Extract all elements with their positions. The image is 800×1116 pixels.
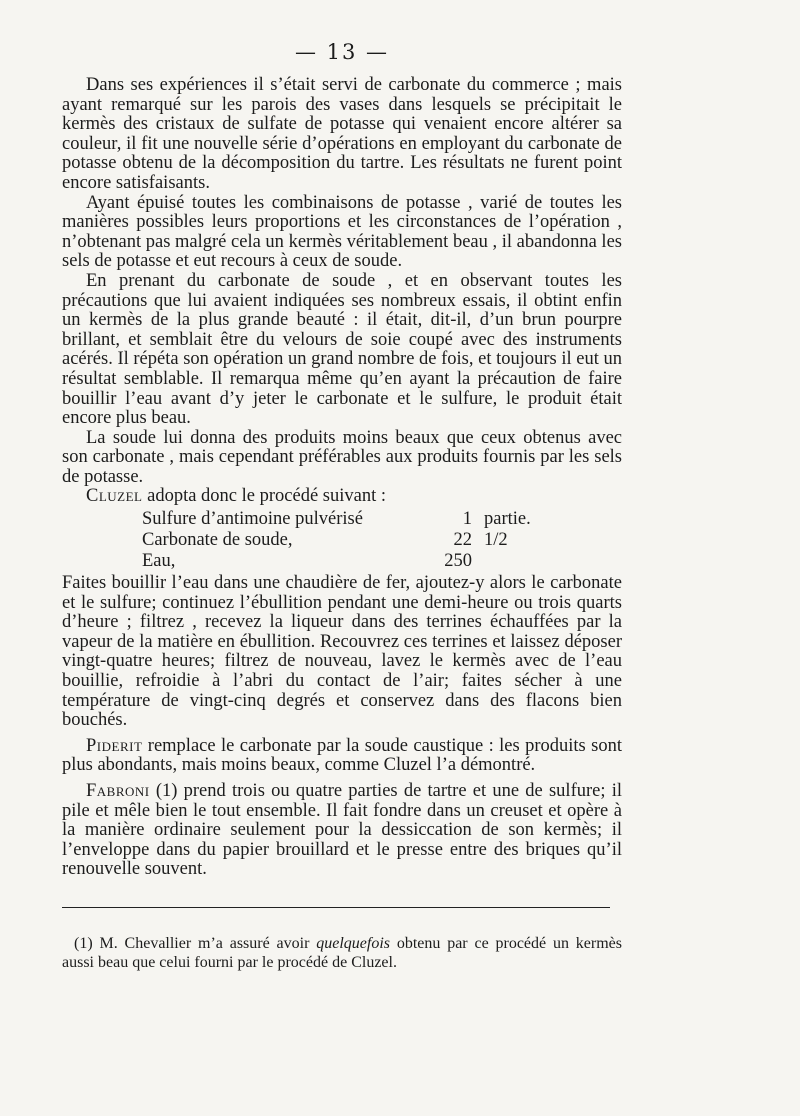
paragraph-6: Faites bouillir l’eau dans une chaudière de fer, ajoutez-y alors le carbonate et le sulfure; continuez l’ébullition pendant une demi-heure ou trois quarts d’heure ; filtrez , recevez la liqueur dans des terrines échauffées par la vapeur de la matière en ébullition. Recouvrez ces terrines et laissez déposer vingt-quatre heures; filtrez de nouveau, lavez le kermès avec de l’eau bouillie, refroidie à l’abri du contact de l’air; faites sécher à une température de vingt-cinq degrés et conservez dans des flacons bien bouchés. [62,573,622,731]
recipe-list [142,509,622,572]
footnote-text-end: obtenu par ce procédé un kermès aussi beau que celui fourni par le procédé de Cluzel. [62,935,622,971]
paragraph-1: Dans ses expériences il s’était servi de carbonate du commerce ; mais ayant remarqué sur les parois des vases dans lesquels se précipitait le kermès des cristaux de sulfate de potasse qui venaient encore altérer sa couleur, il fit une nouvelle série d’opérations en employant du carbonate de potasse obtenu de la décomposition du tartre. Les résultats ne furent point encore satisfaisants. [62,75,622,193]
ingredient-qty: 22 [453,530,472,551]
paragraph-4: La soude lui donna des produits moins beaux que ceux obtenus avec son carbonate , mais cependant préférables aux produits fournis par les sels de potasse. [62,427,622,487]
ingredient-unit: 1/2 [484,530,508,551]
recipe-row [142,551,622,572]
ingredient-qty: 250 [444,551,472,572]
footnote-italic: quelquefois [316,935,390,952]
paragraph-7-text: remplace le carbonate par la soude caustique : les produits sont plus abondants, mais moins beaux, comme Cluzel l’a démontré. [62,735,622,776]
paragraph-2: Ayant épuisé toutes les combinaisons de potasse , varié de toutes les manières possibles leurs proportions et les circonstances de l’opération , n’obtenant pas malgré cela un kermès véritablement beau , il abandonna les sels de potasse et eut recours à ceux de soude. [62,192,622,272]
recipe-row [142,509,622,530]
author-name-cluzel: Cluzel [86,486,143,507]
ingredient-name: Eau, [142,551,176,572]
footnote-divider [62,907,610,908]
footnote-text-start: (1) M. Chevallier m’a assuré avoir [74,935,317,952]
page-number: — 13 — [294,40,390,64]
paragraph-8 [62,782,622,880]
ingredient-unit: partie. [484,509,531,530]
paragraph-8-text: (1) prend trois ou quatre parties de tartre et une de sulfure; il pile et mêle bien le tout ensemble. Il fait fondre dans un creuset et opère à la manière ordinaire seulement pour la dessiccation de son kermès; il l’enveloppe dans du papier brouillard et le presse entre des briques qu’il renouvelle souvent. [62,781,622,880]
paragraph-3: En prenant du carbonate de soude , et en observant toutes les précautions que lui avaient indiquées ses nombreux essais, il obtint enfin un kermès de la plus grande beauté : il était, dit-il, d’un brun pourpre brillant, et semblait être du velours de soie coupé avec des instruments acérés. Il répéta son opération un grand nombre de fois, et toujours il eut un résultat semblable. Il remarqua même qu’en ayant la précaution de faire bouillir l’eau avant d’y jeter le carbonate et le sulfure, le produit était encore plus beau. [62,270,622,429]
ingredient-name: Sulfure d’antimoine pulvérisé [142,509,363,530]
author-name-fabroni: Fabroni [86,781,150,801]
footnote [62,934,622,972]
recipe-row [142,530,622,551]
paragraph-5 [62,487,622,507]
paragraph-7 [62,737,622,776]
ingredient-qty: 1 [462,509,472,530]
author-name-piderit: Piderit [86,735,143,756]
paragraph-5-text: adopta donc le procédé suivant : [142,486,386,507]
ingredient-name: Carbonate de soude, [142,530,293,551]
page-body [62,40,622,880]
